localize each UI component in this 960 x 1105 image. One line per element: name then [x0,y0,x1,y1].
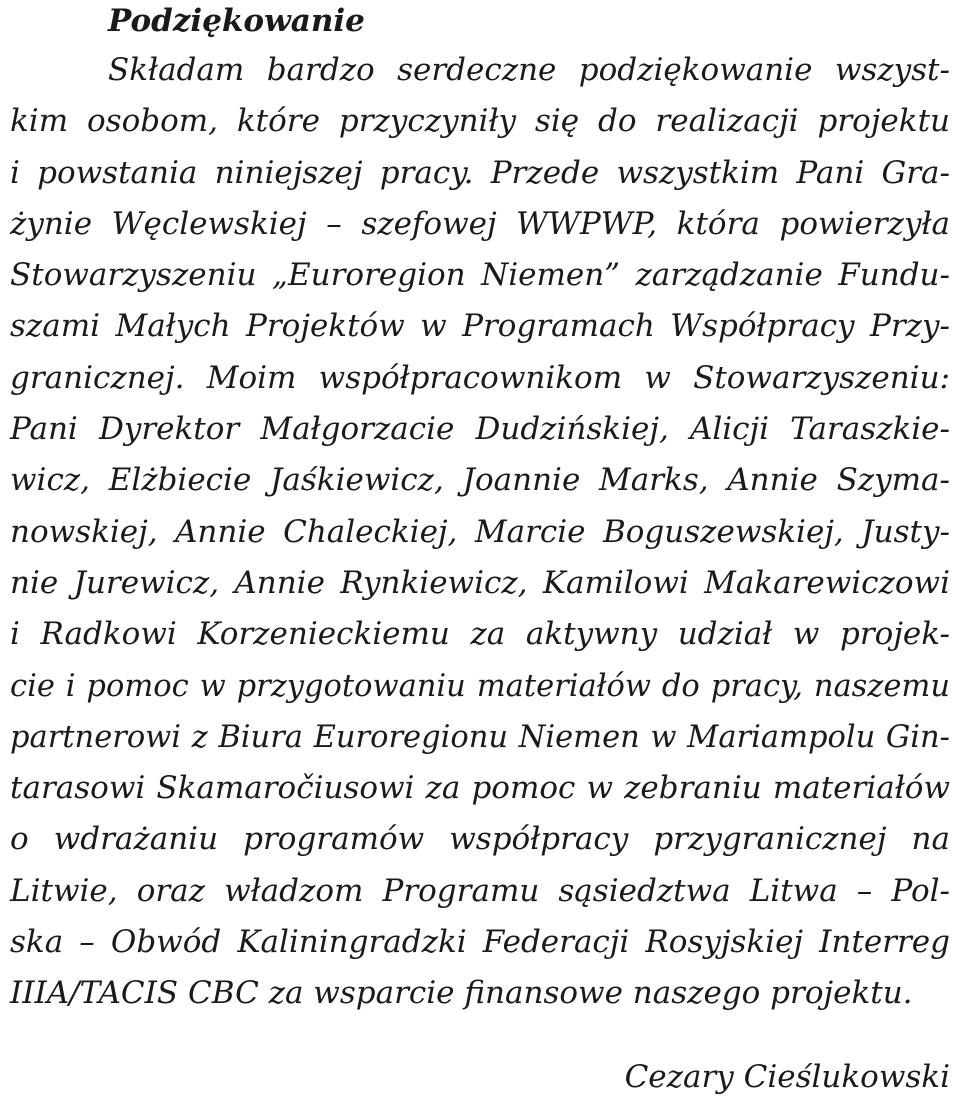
paragraph-line: żynie Węclewskiej – szefowej WWPWP, która powierzyła [10,205,950,242]
paragraph-line: granicznej. Moim współpracownikom w Stowarzyszeniu: [10,359,950,396]
paragraph-line: tarasowi Skamaročiusowi za pomoc w zebraniu materiałów [10,770,950,807]
paragraph-line: wicz, Elżbiecie Jaśkiewicz, Joannie Marks, Annie Szyma- [10,462,950,499]
page-title: Podziękowanie [108,3,365,39]
paragraph-line: nie Jurewicz, Annie Rynkiewicz, Kamilowi Makarewiczowi [10,564,950,601]
paragraph-line: partnerowi z Biura Euroregionu Niemen w Mariampolu Gin- [10,719,950,755]
paragraph-line: Pani Dyrektor Małgorzacie Dudzińskiej, Alicji Taraszkie- [10,411,950,448]
paragraph-line: o wdrażaniu programów współpracy przygranicznej na [10,821,950,858]
paragraph-line: i powstania niniejszej pracy. Przede wszystkim Pani Gra- [10,154,950,191]
paragraph-line: IIIA/TACIS CBC za wsparcie finansowe naszego projektu. [10,975,913,1012]
paragraph-line: szami Małych Projektów w Programach Współpracy Przy- [10,308,950,345]
paragraph-line: ska – Obwód Kaliningradzki Federacji Rosyjskiej Interreg [10,924,950,961]
signature: Cezary Cieślukowski [624,1059,950,1095]
paragraph-line: kim osobom, które przyczyniły się do realizacji projektu [10,103,950,140]
paragraph-line: cie i pomoc w przygotowaniu materiałów do pracy, naszemu [10,668,950,704]
paragraph-line: nowskiej, Annie Chaleckiej, Marcie Boguszewskiej, Justy- [10,513,950,550]
paragraph-line: Składam bardzo serdeczne podziękowanie wszyst- [108,52,950,88]
paragraph-line: Stowarzyszeniu „Euroregion Niemen” zarządzanie Fundu- [10,257,950,294]
paragraph-line: Litwie, oraz władzom Programu sąsiedztwa Litwa – Pol- [10,872,950,909]
paragraph-line: i Radkowi Korzenieckiemu za aktywny udział w projek- [10,616,950,653]
acknowledgement-paragraph [10,45,950,1020]
